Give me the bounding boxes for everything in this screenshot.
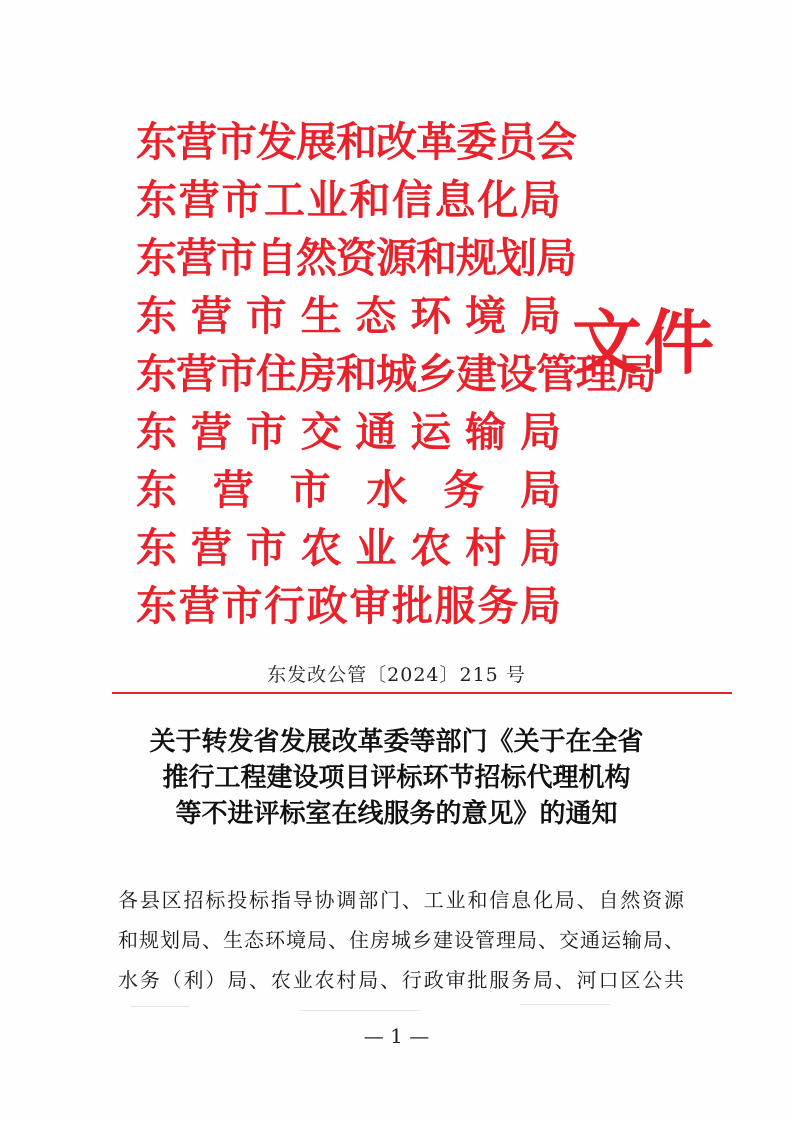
body-line: 各县区招标投标指导协调部门、工业和信息化局、自然资源	[118, 888, 684, 912]
agency-line: 东营市农业农村局	[136, 524, 560, 572]
title-line: 等不进评标室在线服务的意见》的通知	[175, 799, 618, 829]
scan-artifact	[520, 1004, 610, 1005]
agency-line: 东营市水务局	[136, 466, 560, 514]
agency-line: 东营市交通运输局	[136, 408, 560, 456]
document-number: 东发改公管〔2024〕215 号	[267, 664, 526, 686]
title-line: 推行工程建设项目评标环节招标代理机构	[162, 763, 631, 793]
agency-line: 东营市自然资源和规划局	[136, 234, 576, 282]
body-line: 和规划局、生态环境局、住房城乡建设管理局、交通运输局、	[118, 928, 684, 952]
agency-line: 东营市生态环境局	[136, 292, 560, 340]
scan-artifact	[130, 1006, 190, 1007]
document-type-label: 文件	[572, 301, 716, 384]
agency-line: 东营市住房和城乡建设管理局	[136, 350, 656, 398]
red-divider	[112, 692, 732, 694]
document-title	[120, 724, 673, 832]
body-paragraph	[118, 880, 684, 1000]
agency-line: 东营市工业和信息化局	[136, 176, 560, 224]
agency-line: 东营市行政审批服务局	[136, 582, 560, 630]
title-line: 关于转发省发展改革委等部门《关于在全省	[149, 727, 644, 757]
scan-artifact	[300, 1010, 420, 1011]
page-number: — 1 —	[363, 1024, 430, 1048]
body-line: 水务（利）局、农业农村局、行政审批服务局、河口区公共	[118, 968, 684, 992]
agency-line: 东营市发展和改革委员会	[136, 118, 576, 166]
